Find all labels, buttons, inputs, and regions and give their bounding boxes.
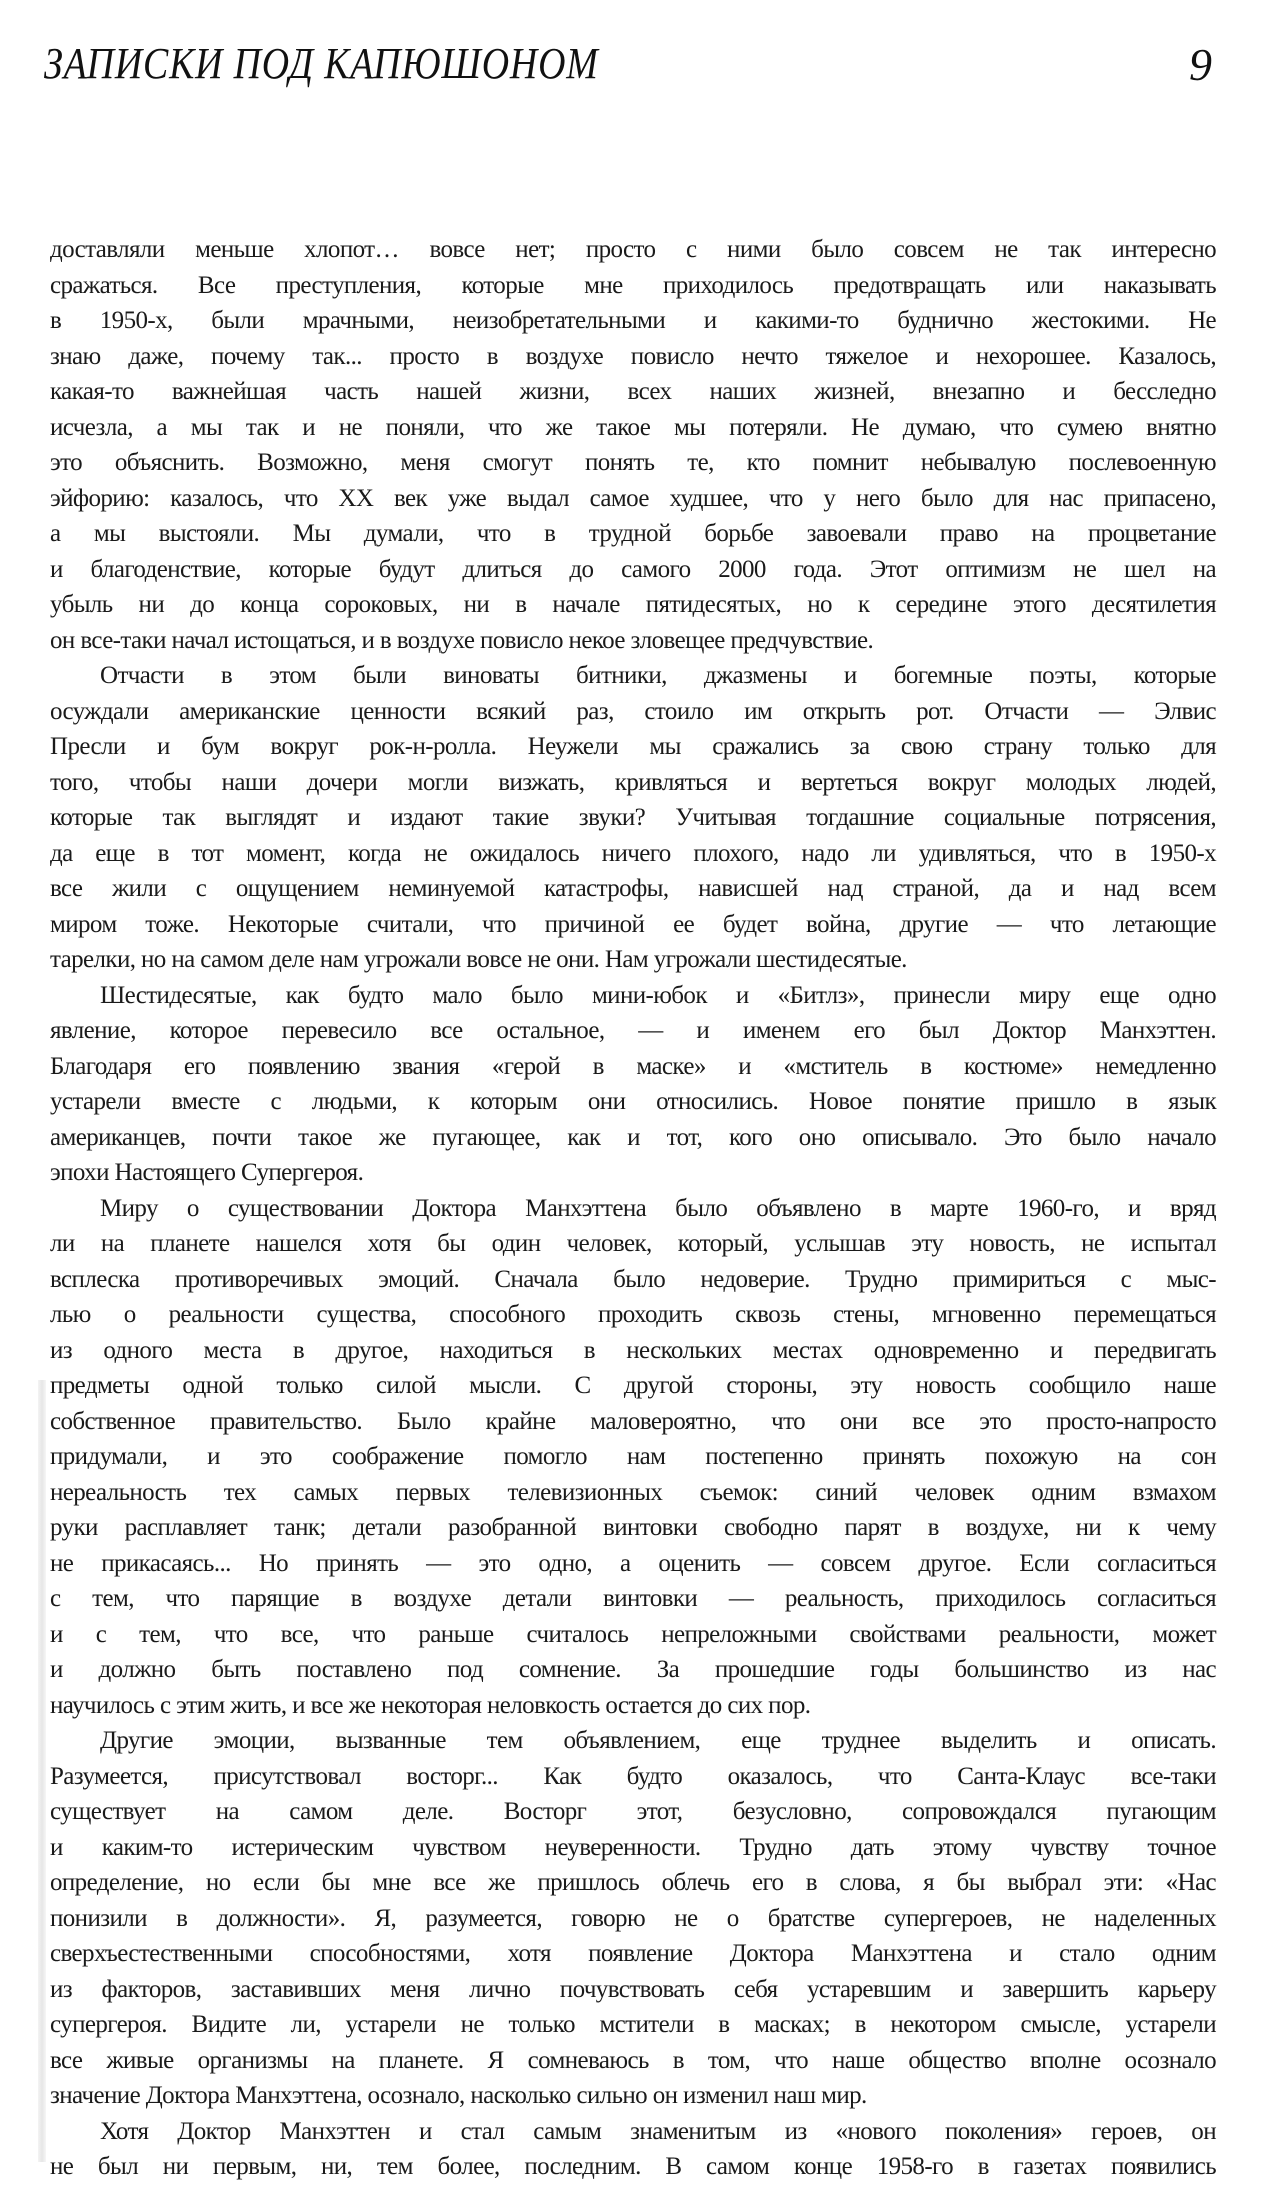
text-line: с тем, что парящие в воздухе детали винтовки — реальность, приходилось согласиться (50, 1585, 1216, 1612)
text-line: все живые организмы на планете. Я сомневаюсь в том, что наше общество вполне осознало (50, 2046, 1216, 2074)
text-line: не был ни первым, ни, тем более, последним. В самом конце 1958-го в газетах появились (50, 2153, 1217, 2180)
text-line: всплеска противоречивых эмоций. Сначала было недоверие. Трудно примириться с мыс- (50, 1265, 1217, 1293)
body-text (50, 232, 1216, 2185)
text-line: все жили с ощущением неминуемой катастрофы, нависшей над страной, да и над всем (50, 875, 1216, 902)
text-line: существует на самом деле. Восторг этот, безусловно, сопровождался пугающим (50, 1798, 1216, 1825)
text-line: Отчасти в этом были виноваты битники, джазмены и богемные поэты, которые (100, 662, 1216, 689)
text-line: и должно быть поставлено под сомнение. За прошедшие годы большинство из нас (50, 1656, 1216, 1683)
text-line: ли на планете нашелся хотя бы один человек, который, услышав эту новость, не испытал (50, 1230, 1217, 1257)
text-line: он все-таки начал истощаться, и в воздухе повисло некое зловещее предчувствие. (50, 626, 874, 654)
paragraph (50, 658, 1216, 978)
text-line: а мы выстояли. Мы думали, что в трудной борьбе завоевали право на процветание (50, 520, 1216, 547)
text-line: и каким-то истерическим чувством неуверенности. Трудно дать этому чувству точное (50, 1833, 1217, 1861)
text-line: предметы одной только силой мысли. С другой стороны, эту новость сообщило наше (50, 1372, 1216, 1399)
text-line: тарелки, но на самом деле нам угрожали вовсе не они. Нам угрожали шестидесятые. (50, 946, 907, 973)
text-line: Разумеется, присутствовал восторг... Как будто оказалось, что Санта-Клаус все-таки (50, 1762, 1216, 1790)
text-line: собственное правительство. Было крайне маловероятно, что они все это просто-напросто (50, 1407, 1217, 1435)
text-line: Благодаря его появлению звания «герой в маске» и «мститель в костюме» немедленно (50, 1052, 1216, 1080)
text-line: из факторов, заставивших меня лично почувствовать себя устаревшим и завершить карьеру (50, 1975, 1216, 2003)
text-line: эпохи Настоящего Супергероя. (50, 1159, 364, 1186)
scan-edge-shadow (38, 1380, 46, 2162)
paragraph (50, 978, 1216, 1191)
text-line: нереальность тех самых первых телевизионных съемок: синий человек одним взмахом (50, 1478, 1216, 1506)
text-line: которые так выглядят и издают такие звуки? Учитывая тогдашние социальные потрясения, (50, 804, 1216, 831)
text-line: американцев, почти такое же пугающее, как и тот, кого оно описывало. Это было начало (50, 1123, 1216, 1151)
text-line: да еще в тот момент, когда не ожидалось ничего плохого, надо ли удивляться, что в 1950-х (50, 839, 1216, 867)
text-line: не прикасаясь... Но принять — это одно, а оценить — совсем другое. Если согласиться (50, 1549, 1216, 1577)
text-line: сражаться. Все преступления, которые мне приходилось предотвращать или наказывать (50, 271, 1217, 299)
text-line: супергероя. Видите ли, устарели не только мстители в масках; в некотором смысле, устарели (50, 2011, 1217, 2038)
paragraph (50, 1191, 1216, 1724)
text-line: Другие эмоции, вызванные тем объявлением, еще труднее выделить и описать. (100, 1727, 1216, 1754)
text-line: придумали, и это соображение помогло нам постепенно принять похожую на сон (50, 1443, 1217, 1470)
text-line: в 1950-х, были мрачными, неизобретательными и какими-то буднично жестокими. Не (50, 307, 1217, 334)
text-line: миром тоже. Некоторые считали, что причиной ее будет война, другие — что летающие (50, 910, 1217, 938)
text-line: того, чтобы наши дочери могли визжать, кривляться и вертеться вокруг молодых людей, (50, 768, 1217, 796)
text-line: какая-то важнейшая часть нашей жизни, всех наших жизней, внезапно и бесследно (50, 378, 1216, 405)
paragraph (50, 1723, 1216, 2114)
running-header (44, 38, 1236, 98)
text-line: научилось с этим жить, и все же некоторая неловкость остается до сих пор. (50, 1691, 811, 1719)
text-line: явление, которое перевесило все остальное, — и именем его был Доктор Манхэттен. (50, 1017, 1216, 1044)
text-line: сверхъестественными способностями, хотя появление Доктора Манхэттена и стало одним (50, 1940, 1217, 1967)
text-line: Хотя Доктор Манхэттен и стал самым знаменитым из «нового поколения» героев, он (100, 2117, 1216, 2145)
text-line: Миру о существовании Доктора Манхэттена было объявлено в марте 1960-го, и вряд (100, 1194, 1216, 1222)
text-line: определение, но если бы мне все же пришлось облечь его в слова, я бы выбрал эти: «Нас (50, 1869, 1216, 1896)
text-line: Шестидесятые, как будто мало было мини-юбок и «Битлз», принесли миру еще одно (100, 981, 1217, 1009)
text-line: из одного места в другое, находиться в нескольких местах одновременно и передвигать (50, 1336, 1216, 1364)
text-line: убыль ни до конца сороковых, ни в начале пятидесятых, но к середине этого десятилетия (50, 591, 1216, 618)
text-line: и благоденствие, которые будут длиться до самого 2000 года. Этот оптимизм не шел на (50, 555, 1217, 583)
text-line: знаю даже, почему так... просто в воздухе повисло нечто тяжелое и нехорошее. Казалось, (50, 342, 1217, 370)
text-line: лью о реальности существа, способного проходить сквозь стены, мгновенно перемещаться (50, 1301, 1216, 1328)
text-line: исчезла, а мы так и не поняли, что же такое мы потеряли. Не думаю, что сумею внятно (50, 413, 1217, 441)
text-line: руки расплавляет танк; детали разобранной винтовки свободно парят в воздухе, ни к чему (50, 1514, 1216, 1541)
paragraph (50, 2114, 1216, 2185)
running-title: ЗАПИСКИ ПОД КАПЮШОНОМ (44, 39, 599, 88)
paragraph (50, 232, 1216, 658)
page-number: 9 (1189, 39, 1212, 90)
text-line: осуждали американские ценности всякий раз, стоило им открыть рот. Отчасти — Элвис (50, 697, 1216, 725)
text-line: и с тем, что все, что раньше считалось непреложными свойствами реальности, может (50, 1620, 1217, 1648)
text-line: эйфорию: казалось, что XX век уже выдал самое худшее, что у него было для нас припасено, (50, 484, 1216, 512)
text-line: понизили в должности». Я, разумеется, говорю не о братстве супергероев, не наделенных (50, 1904, 1216, 1932)
text-line: устарели вместе с людьми, к которым они относились. Новое понятие пришло в язык (50, 1088, 1216, 1115)
text-line: значение Доктора Манхэттена, осознало, насколько сильно он изменил наш мир. (50, 2082, 867, 2109)
text-line: Пресли и бум вокруг рок-н-ролла. Неужели мы сражались за свою страну только для (50, 733, 1216, 760)
text-line: доставляли меньше хлопот… вовсе нет; просто с ними было совсем не так интересно (50, 236, 1216, 263)
text-line: это объяснить. Возможно, меня смогут понять те, кто помнит небывалую послевоенную (50, 449, 1217, 476)
